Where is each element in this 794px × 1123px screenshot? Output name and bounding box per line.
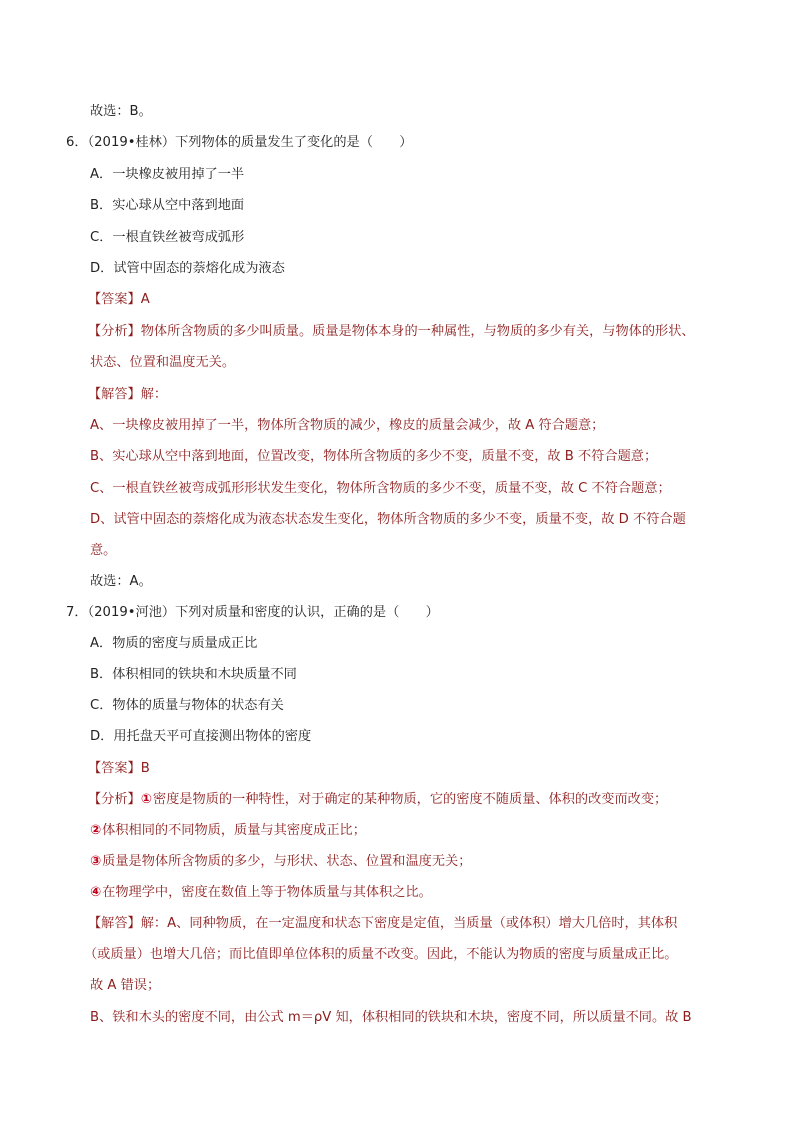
- q7-option-d: D．用托盘天平可直接测出物体的密度: [90, 729, 312, 744]
- q6-option-d: D．试管中固态的萘熔化成为液态: [90, 261, 285, 276]
- circled-number-2: ②: [90, 823, 102, 838]
- q7-solution-line3: 故 A 错误；: [90, 978, 161, 993]
- answer-value: B: [140, 761, 150, 776]
- q6-solution-a: A、一块橡皮被用掉了一半，物体所含物质的减少，橡皮的质量会减少，故 A 符合题意；: [90, 418, 605, 433]
- q7-analysis-point-1: [88, 791, 667, 809]
- q7-analysis-point-2: [90, 822, 366, 840]
- q6-conclusion: 故选：A。: [90, 574, 152, 589]
- circled-number-4: ④: [90, 885, 102, 900]
- q6-solution-c: C、一根直铁丝被弯成弧形形状发生变化，物体所含物质的多少不变，质量不变，故 C 不符合题意；: [90, 481, 671, 496]
- q7-solution-line4: B、铁和木头的密度不同，由公式 m＝ρV 知，体积相同的铁块和木块，密度不同，所以质量不同。故 B: [90, 1010, 692, 1025]
- q6-solution-d: D、试管中固态的萘熔化成为液态状态发生变化，物体所含物质的多少不变，质量不变，故 D 不符合题: [90, 512, 686, 527]
- q6-answer: [88, 291, 150, 309]
- answer-label: 【答案】: [88, 292, 141, 307]
- circled-number-1: ①: [140, 792, 152, 807]
- solution-label: 【解答】: [88, 916, 141, 931]
- q6-analysis: [88, 323, 695, 341]
- point-text: 在物理学中，密度在数值上等于物体质量与其体积之比。: [102, 885, 432, 900]
- q7-answer: [88, 760, 150, 778]
- solution-text: 解：A、同种物质，在一定温度和状态下密度是定值，当质量（或体积）增大几倍时，其体积: [140, 916, 678, 931]
- q6-solution-b: B、实心球从空中落到地面，位置改变，物体所含物质的多少不变，质量不变，故 B 不符合题意；: [90, 449, 658, 464]
- point-text: 质量是物体所含物质的多少，与形状、状态、位置和温度无关；: [102, 854, 472, 869]
- analysis-label: 【分析】: [88, 792, 141, 807]
- q7-option-c: C．物体的质量与物体的状态有关: [90, 698, 284, 713]
- q6-option-c: C．一根直铁丝被弯成弧形: [90, 230, 245, 245]
- q6-option-b: B．实心球从空中落到地面: [90, 198, 245, 213]
- analysis-text: 物体所含物质的多少叫质量。质量是物体本身的一种属性，与物质的多少有关，与物体的形状、: [140, 324, 695, 339]
- point-text: 密度是物质的一种特性，对于确定的某种物质，它的密度不随质量、体积的改变而改变；: [152, 792, 668, 807]
- answer-value: A: [140, 292, 150, 307]
- q6-stem: 6．（2019•桂林）下列物体的质量发生了变化的是（ ）: [66, 135, 413, 150]
- answer-label: 【答案】: [88, 761, 141, 776]
- solution-intro: 解：: [140, 387, 168, 402]
- q6-option-a: A．一块橡皮被用掉了一半: [90, 167, 245, 182]
- solution-label: 【解答】: [88, 387, 141, 402]
- q5-conclusion: 故选：B。: [90, 104, 152, 119]
- q7-option-a: A．物质的密度与质量成正比: [90, 636, 258, 651]
- q6-solution: [88, 386, 167, 404]
- q7-solution-line2: （或质量）也增大几倍；而比值即单位体积的质量不改变。因此，不能认为物质的密度与质量成正比。: [84, 947, 678, 962]
- q7-solution: [88, 915, 677, 933]
- q7-stem: 7．（2019•河池）下列对质量和密度的认识，正确的是（ ）: [66, 605, 439, 620]
- q6-analysis-line2: 状态、位置和温度无关。: [90, 355, 236, 370]
- analysis-label: 【分析】: [88, 324, 141, 339]
- circled-number-3: ③: [90, 854, 102, 869]
- q7-analysis-point-3: [90, 853, 471, 871]
- q7-option-b: B．体积相同的铁块和木块质量不同: [90, 667, 297, 682]
- q6-solution-d-cont: 意。: [90, 543, 117, 558]
- q7-analysis-point-4: [90, 884, 432, 902]
- point-text: 体积相同的不同物质，质量与其密度成正比；: [102, 823, 366, 838]
